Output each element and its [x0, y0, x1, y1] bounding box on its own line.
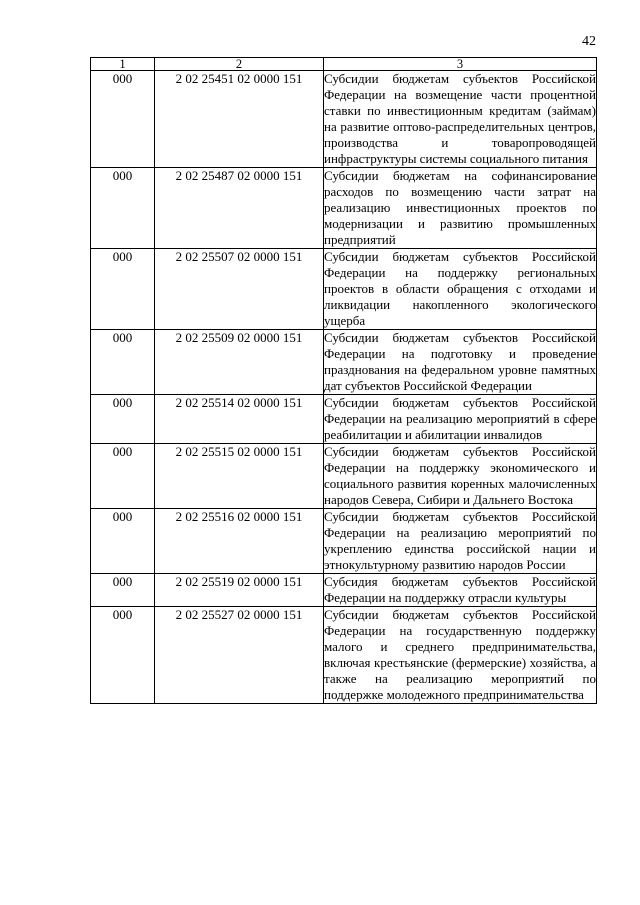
description-cell: Субсидии бюджетам субъектов Российской Федерации на реализацию мероприятий по укреплению единства российской нации и этнокультурному развитию народов России [324, 509, 596, 572]
admin-code-cell: 000 [91, 444, 155, 509]
column-header-1: 1 [91, 58, 155, 71]
description-cell: Субсидии бюджетам субъектов Российской Федерации на подготовку и проведение празднования на федеральном уровне памятных дат субъектов Российской Федерации [324, 330, 596, 393]
admin-code-cell: 000 [91, 607, 155, 704]
budget-table [90, 57, 597, 704]
table-header-row [91, 58, 597, 71]
table-row [91, 249, 597, 330]
admin-code-cell: 000 [91, 330, 155, 395]
table-row [91, 71, 597, 168]
description-cell: Субсидии бюджетам субъектов Российской Федерации на возмещение части процентной ставки по инвестиционным кредитам (займам) на развитие оптово-распределительных центров, производства и товаропроводящей инфраструктуры системы социального питания [324, 71, 596, 166]
description-cell: Субсидии бюджетам субъектов Российской Федерации на поддержку региональных проектов в области обращения с отходами и ликвидации накопленного экологического ущерба [324, 249, 596, 328]
admin-code-cell: 000 [91, 249, 155, 330]
budget-code-cell: 2 02 25507 02 0000 151 [155, 249, 324, 330]
description-cell: Субсидии бюджетам на софинансирование расходов по возмещению части затрат на реализацию инвестиционных проектов по модернизации и развитию промышленных предприятий [324, 168, 596, 247]
budget-code-cell: 2 02 25516 02 0000 151 [155, 509, 324, 574]
admin-code-cell: 000 [91, 574, 155, 607]
budget-code-cell: 2 02 25451 02 0000 151 [155, 71, 324, 168]
admin-code-cell: 000 [91, 168, 155, 249]
table-row [91, 574, 597, 607]
table-row [91, 395, 597, 444]
table-row [91, 444, 597, 509]
budget-code-cell: 2 02 25509 02 0000 151 [155, 330, 324, 395]
budget-code-cell: 2 02 25519 02 0000 151 [155, 574, 324, 607]
admin-code-cell: 000 [91, 395, 155, 444]
table-row [91, 330, 597, 395]
budget-code-cell: 2 02 25487 02 0000 151 [155, 168, 324, 249]
budget-code-cell: 2 02 25514 02 0000 151 [155, 395, 324, 444]
description-cell: Субсидии бюджетам субъектов Российской Федерации на реализацию мероприятий в сфере реабилитации и абилитации инвалидов [324, 395, 596, 442]
page-number: 42 [582, 34, 596, 49]
table-row [91, 168, 597, 249]
description-cell: Субсидия бюджетам субъектов Российской Федерации на поддержку отрасли культуры [324, 574, 596, 605]
table-row [91, 509, 597, 574]
budget-code-cell: 2 02 25515 02 0000 151 [155, 444, 324, 509]
admin-code-cell: 000 [91, 509, 155, 574]
description-cell: Субсидии бюджетам субъектов Российской Федерации на поддержку экономического и социального развития коренных малочисленных народов Севера, Сибири и Дальнего Востока [324, 444, 596, 507]
table-row [91, 607, 597, 704]
admin-code-cell: 000 [91, 71, 155, 168]
description-cell: Субсидии бюджетам субъектов Российской Федерации на государственную поддержку малого и среднего предпринимательства, включая крестьянские (фермерские) хозяйства, а также на реализацию мероприятий по поддержке молодежного предпринимательства [324, 607, 596, 702]
budget-code-cell: 2 02 25527 02 0000 151 [155, 607, 324, 704]
column-header-3: 3 [324, 58, 597, 71]
column-header-2: 2 [155, 58, 324, 71]
